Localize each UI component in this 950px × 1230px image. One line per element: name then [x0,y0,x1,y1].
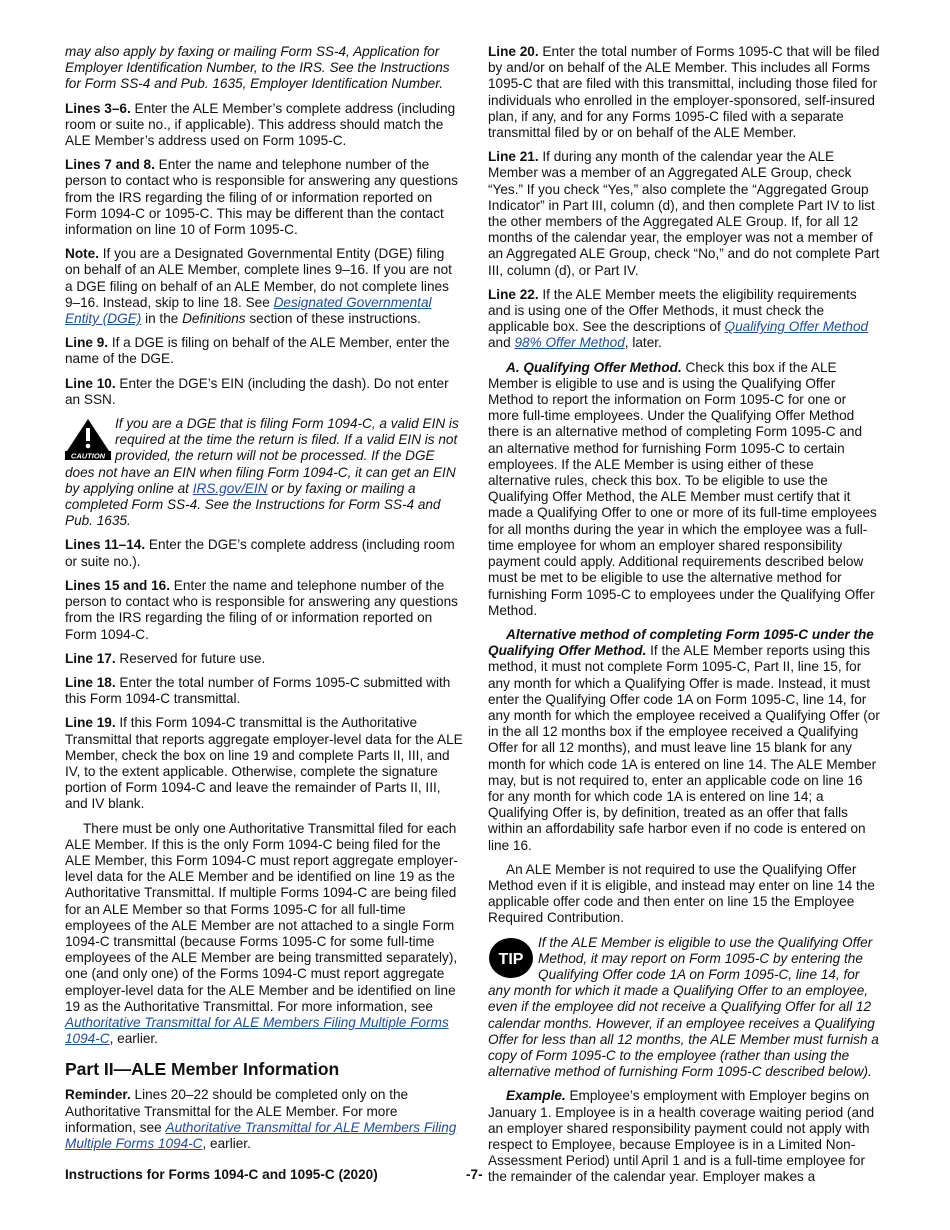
heading-qualifying-offer: A. Qualifying Offer Method. [506,359,682,375]
text-example: Employee’s employment with Employer begins on January 1. Employee is in a health coverage waiting period (and an employer shared responsibility payment could not apply with respect to Employee, because Employee is in a Limited Non-Assessment Period) until April 1 and is a full-time employee for the remainder of the calendar year. Employer makes a [488,1088,875,1185]
caution-text: If you are a DGE that is filing Form 1094-C, a valid EIN is required at the time the return is filed. If a valid EIN is not provided, the return will not be processed. If the DGE does not have an EIN when filing Form 1094-C, it can get an EIN by applying online at [65,416,459,496]
paragraph-line-10 [65,376,463,408]
paragraph-line-17 [65,651,463,667]
heading-lines-7-8: Lines 7 and 8. [65,157,155,173]
paragraph-reminder [65,1087,463,1152]
heading-line-21: Line 21. [488,149,539,165]
text-alternative-method: If the ALE Member reports using this method, it must not complete Form 1095-C, Part II, line 15, for any month for which a Qualifying Offer is made. Instead, it must enter the Qualifying Offer code 1A on Form 1095-C, line 14, for any month for which the employee received a Qualifying Offer (or in the all 12 months box if the employee received a Qualifying Offer for all 12 months), and must leave line 15 blank for any month for which code 1A is entered on line 14. The ALE Member may, but is not required to, enter an applicable code on line 16 for any month for which code 1A is entered on line 14; a Qualifying Offer is, by definition, treated as an offer that falls within an affordability safe harbor even if no code is entered on line 16. [488,643,880,853]
paragraph-lines-3-6 [65,101,463,150]
caution-label: CAUTION [70,451,106,461]
text-authoritative: There must be only one Authoritative Transmittal filed for each ALE Member. If this is the only Form 1094-C being filed for the ALE Member, this Form 1094-C must report aggregate employer-level data for the ALE Member and be identified on line 19 as the Authoritative Transmittal. If multiple Forms 1094-C are being filed for an ALE Member so that Forms 1095-C for all full-time employees of the ALE Member are not attached to a single Form 1094-C transmittal (because Forms 1095-C for some full-time employees of the ALE Member are being transmitted separately), one (and only one) of the Forms 1094-C must report aggregate employer-level data for the ALE Member and be identified on line 19 as the Authoritative Transmittal. For more information, see [65,820,458,1014]
text-qualifying-offer: Check this box if the ALE Member is eligible to use and is using the Qualifying Offer Method to report the information on Form 1095-C for one or more full-time employees. Under the Qualifying Offer Method there is an alternative method of completing Form 1095-C and an alternative method for furnishing Form 1095-C to certain employees. If the ALE Member is using either of these alternative rules, check this box. To be eligible to use the Qualifying Offer Method, the ALE Member must certify that it made a Qualifying Offer to one or more of its full-time employees for all months during the year in which the employee was a full-time employee for whom an employer shared responsibility payment could apply. Additional requirements described below must be met to be eligible to use the alternative method for furnishing Form 1095-C to employees under the Qualifying Offer Method. [488,359,877,618]
paragraph-line-19 [65,715,463,812]
section-heading-part-ii: Part II—ALE Member Information [65,1059,340,1080]
tip-text: If the ALE Member is eligible to use the Qualifying Offer Method, it may report on Form 1095-C by entering the Qualifying Offer code 1A on Form 1095-C, line 14, for any month for which it made a Qualifying Offer to an employee, even if the employee did not receive a Qualifying Offer for all 12 calendar months. However, if an employee receives a Qualifying Offer for less than all 12 months, the ALE Member must furnish a copy of Form 1095-C to the employee (rather than using the alternative method of furnishing Form 1095-C described below). [488,934,879,1080]
link-qualifying-offer-method[interactable]: Qualifying Offer Method [724,319,869,335]
link-authoritative-transmittal-2[interactable]: Authoritative Transmittal for ALE Members Filing Multiple Forms 1094-C [65,1119,457,1151]
heading-line-9: Line 9. [65,335,109,351]
tip-label: TIP [498,950,524,968]
tip-icon [488,937,534,979]
heading-line-20: Line 20. [488,44,539,59]
link-irs-ein[interactable]: IRS.gov/EIN [192,480,268,496]
heading-lines-3-6: Lines 3–6. [65,100,131,116]
text-line-22-and: and [488,335,515,351]
caution-callout [65,416,463,529]
heading-example: Example. [506,1088,566,1104]
text-lines-7-8: Enter the name and telephone number of the person to contact who is responsible for answering any questions from the IRS regarding the filing of or information reported on Form 1094-C or 1095-C. This may be different than the contact information on line 10 of Form 1095-C. [65,157,458,238]
right-column [488,44,880,1194]
caution-text-end: or by faxing or mailing a completed Form SS-4. See the Instructions for Form SS-4 and Pub. 1635. [65,480,441,529]
heading-line-10: Line 10. [65,375,116,391]
heading-line-18: Line 18. [65,674,116,690]
paragraph-lines-7-8 [65,157,463,238]
paragraph-alternative-method [488,627,880,854]
text-lines-3-6: Enter the ALE Member’s complete address (including room or suite no., if applicable). This address should match the ALE Member’s address used on Form 1095-C. [65,100,456,149]
text-line-22-end: , later. [624,335,662,351]
heading-reminder: Reminder. [65,1087,131,1103]
heading-lines-15-16: Lines 15 and 16. [65,577,171,593]
link-dge[interactable]: Designated Governmental Entity (DGE) [65,294,432,327]
paragraph-example [488,1088,880,1185]
text-line-22: If the ALE Member meets the eligibility requirements and is using one of the Offer Methods, it must check the applicable box. See the descriptions of [488,286,857,335]
heading-line-22: Line 22. [488,286,539,302]
paragraph-authoritative [65,821,463,1048]
paragraph-line-22 [488,287,880,352]
text-lines-11-14: Enter the DGE’s complete address (including room or suite no.). [65,537,455,569]
paragraph-not-required: An ALE Member is not required to use the Qualifying Offer Method even if it is eligible, and instead may enter on line 14 the applicable offer code and then enter on line 15 the Employee Required Contribution. [488,861,875,926]
text-line-20: Enter the total number of Forms 1095-C that will be filed by and/or on behalf of the ALE Member. This includes all Forms 1095-C that are filed with this transmittal, including those filed for individuals who enrolled in the employer-sponsored, self-insured plan, if any, and for any Forms 1095-C filed with a separate transmittal filed by or on behalf of the ALE Member. [488,44,880,141]
text-reminder: Lines 20–22 should be completed only on the Authoritative Transmittal for the ALE Member. For more information, see [65,1087,409,1135]
text-note: If you are a Designated Governmental Entity (DGE) filing on behalf of an ALE Member, complete lines 9–16. If you are not a DGE filing on behalf of an ALE Member, do not complete lines 9–16. Instead, skip to line 18. See [65,246,452,310]
paragraph-line-20 [488,44,880,141]
page-number: -7- [466,1167,483,1182]
text-line-10: Enter the DGE’s EIN (including the dash). Do not enter an SSN. [65,375,449,407]
text-authoritative-end: , earlier. [109,1031,158,1047]
link-98-offer-method[interactable]: 98% Offer Method [514,335,625,351]
text-reminder-end: , earlier. [202,1135,251,1151]
paragraph-ein-continued: may also apply by faxing or mailing Form SS-4, Application for Employer Identification Number, to the IRS. See the Instructions for Form SS-4 and Pub. 1635, Employer Identification Number. [65,44,450,92]
text-line-21: If during any month of the calendar year the ALE Member was a member of an Aggregated ALE Group, check “Yes.” If you check “Yes,” also complete the “Aggregated Group Indicator” in Part III, column (d), and then complete Part IV to list the other members of the Aggregated ALE Group. If, for all 12 months of the calendar year, the employer was not a member of an Aggregated ALE Group, check “No,” and do not complete Part III, column (d), or Part IV. [488,149,880,278]
text-lines-15-16: Enter the name and telephone number of the person to contact who is responsible for answering any questions from the IRS regarding the filing of or information reported on Form 1094-C. [65,577,458,642]
heading-line-19: Line 19. [65,715,116,731]
text-line-19: If this Form 1094-C transmittal is the Authoritative Transmittal that reports aggregate employer-level data for the ALE Member, check the box on line 19 and complete Parts II, III, and IV, to the extent applicable. Otherwise, complete the signature portion of Form 1094-C and leave the remainder of Parts II, III, and IV blank. [65,715,463,812]
footer-title: Instructions for Forms 1094-C and 1095-C (2020) [65,1167,378,1182]
paragraph-lines-11-14 [65,537,463,569]
text-note-end: section of these instructions. [245,311,421,327]
text-note-mid: in the [141,311,183,327]
link-authoritative-transmittal[interactable]: Authoritative Transmittal for ALE Members Filing Multiple Forms 1094-C [65,1014,449,1047]
paragraph-line-9 [65,335,463,367]
text-line-9: If a DGE is filing on behalf of the ALE Member, enter the name of the DGE. [65,335,450,367]
tip-callout [488,935,880,1081]
heading-lines-11-14: Lines 11–14. [65,537,146,553]
heading-alternative-method: Alternative method of completing Form 1095-C under the Qualifying Offer Method. [488,626,874,659]
text-line-18: Enter the total number of Forms 1095-C submitted with this Form 1094-C transmittal. [65,674,451,707]
caution-icon [65,418,111,460]
paragraph-note [65,246,463,327]
heading-line-17: Line 17. [65,650,116,666]
text-definitions: Definitions [182,311,246,327]
paragraph-line-21 [488,149,880,279]
text-line-17: Reserved for future use. [115,650,266,666]
paragraph-qualifying-offer [488,360,880,619]
paragraph-line-18 [65,675,463,707]
heading-note: Note. [65,246,99,262]
paragraph-lines-15-16 [65,578,463,643]
left-column [65,44,463,1160]
